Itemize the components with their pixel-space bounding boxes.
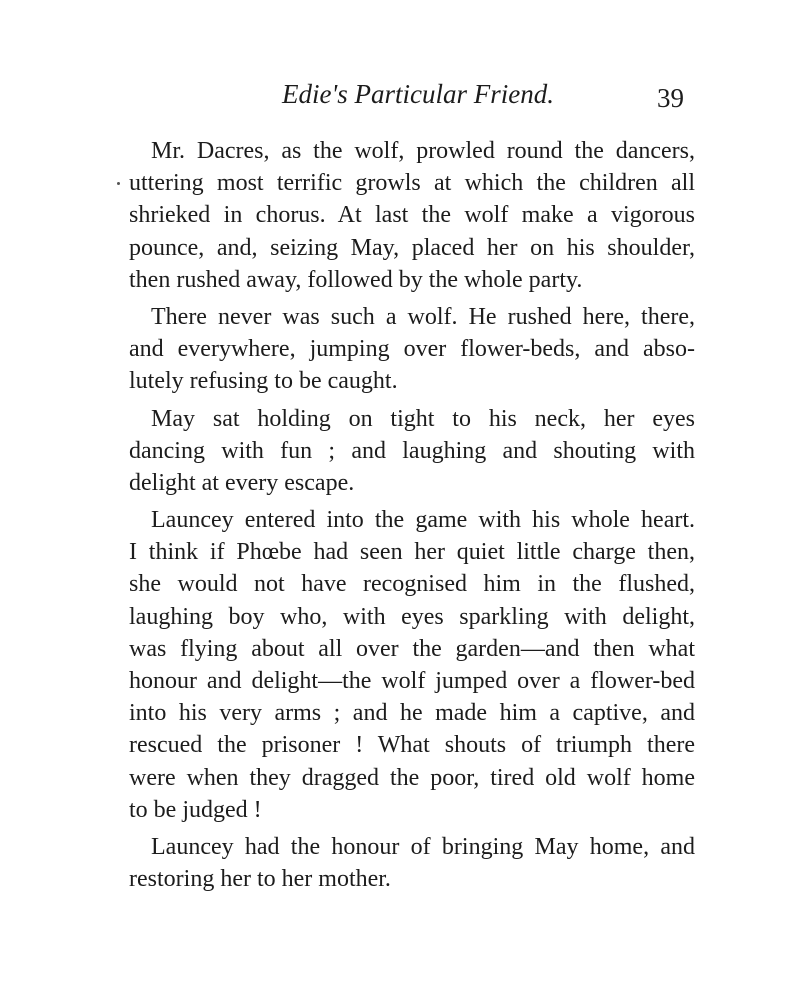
text-line: were when they dragged the poor, tired old wolf home [129,764,695,791]
text-line: delight at every escape. [129,469,355,496]
text-line: into his very arms ; and he made him a captive, and [129,700,695,727]
text-line: then rushed away, followed by the whole party. [129,266,583,293]
text-line: laughing boy who, with eyes sparkling with delight, [129,603,695,630]
text-line: May sat holding on tight to his neck, her eyes [151,405,695,432]
text-line: lutely refusing to be caught. [129,368,398,395]
text-line: and everywhere, jumping over flower-beds, and abso- [129,336,695,363]
text-line: restoring her to her mother. [129,866,391,893]
paragraph-3 [129,403,695,500]
paragraph-2 [129,301,695,398]
body-text [129,135,695,900]
paragraph-1 [129,135,695,296]
text-line: pounce, and, seizing May, placed her on his shoulder, [129,234,695,261]
page-number: 39 [657,83,684,113]
margin-speck [117,182,120,185]
text-line: to be judged ! [129,796,262,823]
text-line: uttering most terrific growls at which the children all [129,170,695,197]
text-line: Launcey entered into the game with his whole heart. [151,507,695,534]
text-line: was flying about all over the garden—and then what [129,635,695,662]
running-title: Edie's Particular Friend. [282,79,554,109]
running-head [0,76,799,112]
text-line: dancing with fun ; and laughing and shouting with [129,437,695,464]
text-line: shrieked in chorus. At last the wolf make a vigorous [129,202,695,229]
text-line: honour and delight—the wolf jumped over a flower-bed [129,668,695,694]
text-line: she would not have recognised him in the flushed, [129,571,695,598]
paragraph-4 [129,504,695,826]
text-line: rescued the prisoner ! What shouts of triumph there [129,732,695,759]
text-line: I think if Phœbe had seen her quiet little charge then, [129,539,695,566]
text-line: Mr. Dacres, as the wolf, prowled round the dancers, [151,138,695,164]
paragraph-5 [129,831,695,895]
text-line: There never was such a wolf. He rushed here, there, [151,303,695,330]
text-line: Launcey had the honour of bringing May home, and [151,833,695,860]
